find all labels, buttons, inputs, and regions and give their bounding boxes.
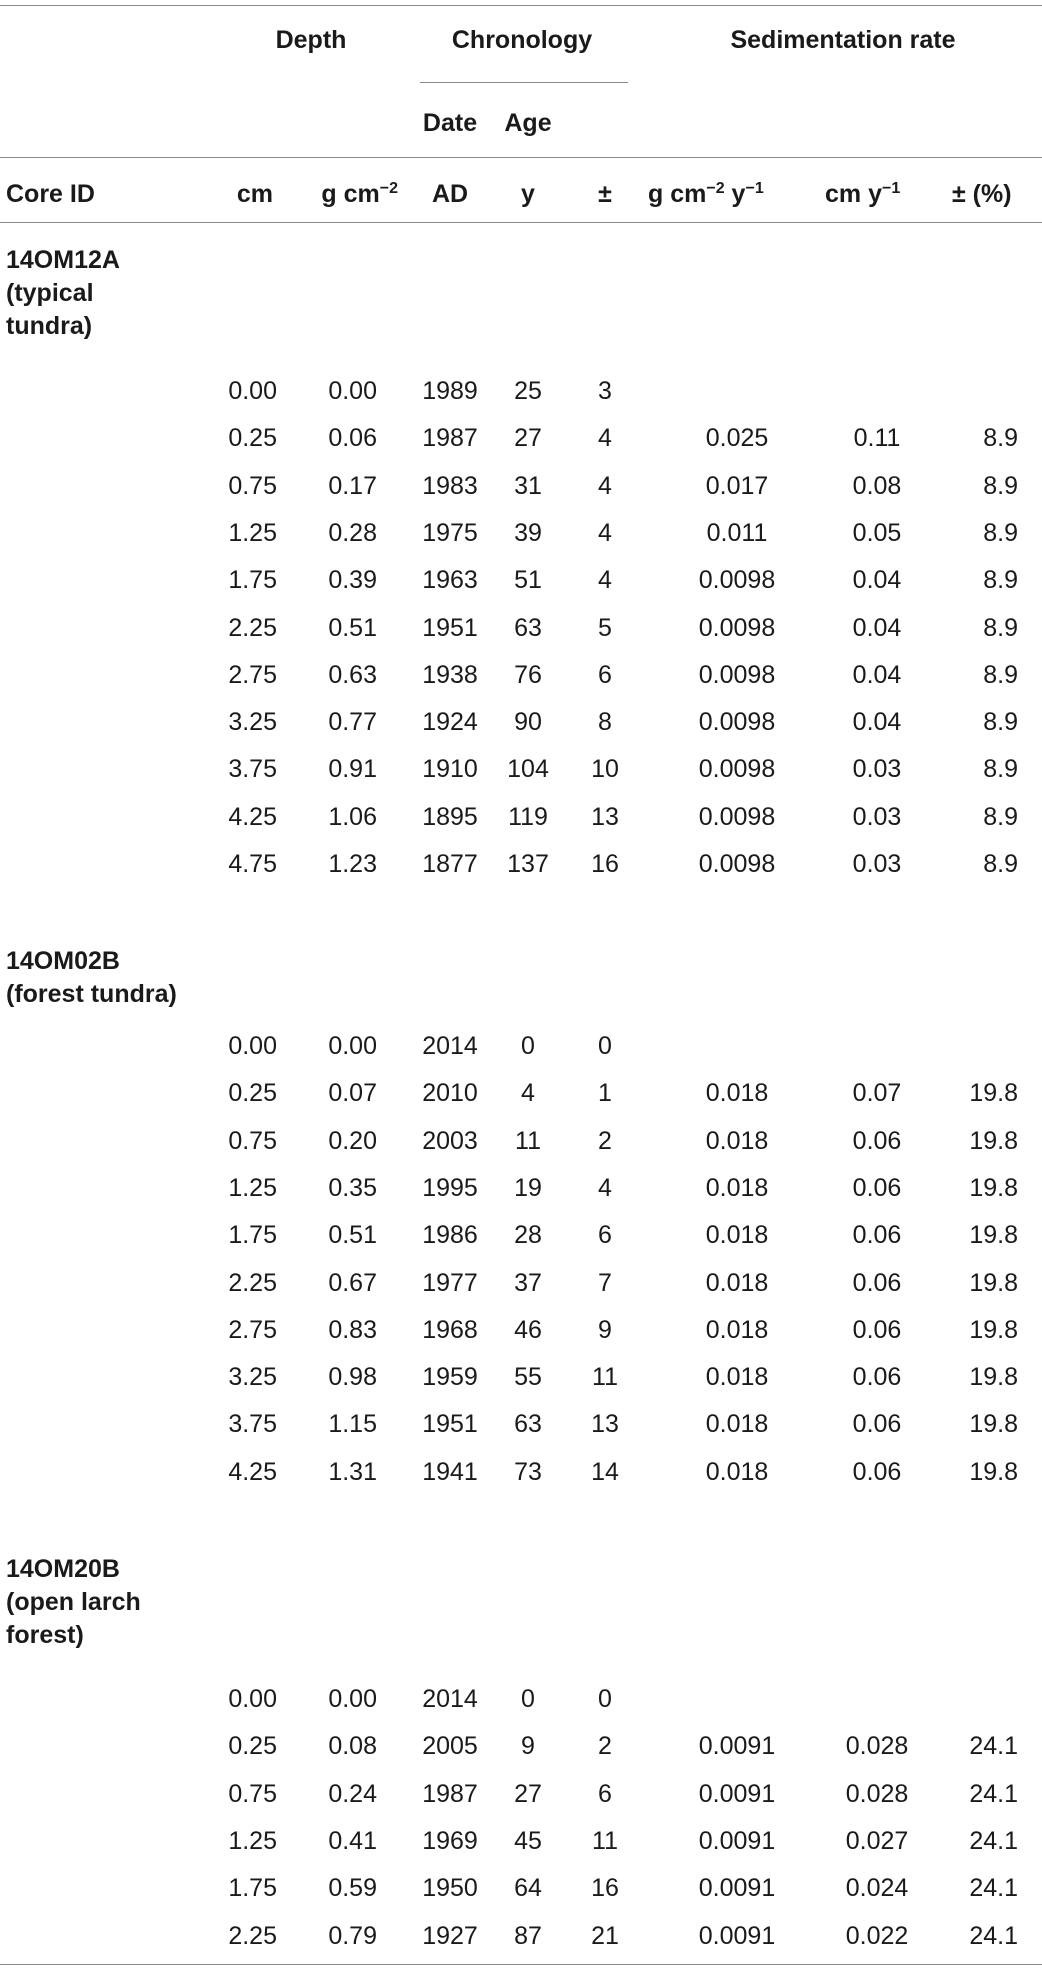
cell-age-y: 0	[521, 1685, 535, 1713]
cell-depth-cm: 3.25	[228, 1363, 277, 1391]
cell-rate-pct: 19.8	[969, 1127, 1018, 1155]
cell-depth-g: 0.39	[328, 566, 377, 594]
cell-depth-g: 0.06	[328, 424, 377, 452]
cell-age-pm: 3	[598, 377, 612, 405]
cell-age-y: 90	[514, 708, 542, 736]
cell-age-pm: 2	[598, 1127, 612, 1155]
cell-depth-cm: 1.25	[228, 1174, 277, 1202]
cell-age-y: 46	[514, 1316, 542, 1344]
cell-date-ad: 2010	[422, 1079, 478, 1107]
cell-date-ad: 1975	[422, 519, 478, 547]
cell-rate-pct: 19.8	[969, 1221, 1018, 1249]
cell-rate-cm: 0.06	[852, 1410, 902, 1438]
cell-depth-g: 0.63	[328, 661, 377, 689]
cell-date-ad: 1959	[422, 1363, 478, 1391]
cell-rate-pct: 8.9	[983, 803, 1018, 831]
cell-date-ad: 1924	[422, 708, 478, 736]
cell-rate-g: 0.018	[705, 1363, 769, 1391]
cell-depth-cm: 4.75	[228, 850, 277, 878]
cell-depth-g: 0.98	[328, 1363, 377, 1391]
cell-rate-cm: 0.028	[845, 1732, 909, 1760]
cell-age-y: 31	[514, 472, 542, 500]
cell-rate-cm: 0.04	[852, 614, 902, 642]
cell-depth-g: 0.17	[328, 472, 377, 500]
cell-depth-cm: 0.00	[228, 377, 277, 405]
cell-age-y: 104	[507, 755, 549, 783]
cell-rate-cm: 0.06	[852, 1174, 902, 1202]
cell-rate-pct: 24.1	[969, 1922, 1018, 1950]
header-depth: Depth	[275, 26, 347, 54]
cell-rate-g: 0.0091	[698, 1780, 776, 1808]
cell-rate-cm: 0.024	[845, 1874, 909, 1902]
cell-rate-cm: 0.04	[852, 708, 902, 736]
cell-rate-pct: 19.8	[969, 1079, 1018, 1107]
cell-rate-cm: 0.027	[845, 1827, 909, 1855]
cell-depth-cm: 1.25	[228, 519, 277, 547]
cell-age-pm: 8	[598, 708, 612, 736]
cell-depth-g: 1.15	[328, 1410, 377, 1438]
cell-rate-pct: 8.9	[983, 472, 1018, 500]
header-pm: ±	[598, 180, 612, 208]
cell-rate-cm: 0.06	[852, 1316, 902, 1344]
header-y: y	[521, 180, 535, 208]
cell-rate-cm: 0.03	[852, 803, 902, 831]
cell-depth-g: 0.91	[328, 755, 377, 783]
header-rate-pct: ± (%)	[952, 180, 1012, 208]
cell-rate-cm: 0.06	[852, 1127, 902, 1155]
cell-age-pm: 16	[591, 1874, 619, 1902]
cell-date-ad: 2014	[422, 1032, 478, 1060]
cell-age-pm: 21	[591, 1922, 619, 1950]
cell-date-ad: 1950	[422, 1874, 478, 1902]
cell-depth-cm: 0.75	[228, 472, 277, 500]
cell-date-ad: 1941	[422, 1458, 478, 1486]
cell-rate-pct: 8.9	[983, 850, 1018, 878]
cell-rate-pct: 8.9	[983, 424, 1018, 452]
cell-date-ad: 1951	[422, 614, 478, 642]
cell-depth-cm: 0.00	[228, 1032, 277, 1060]
cell-date-ad: 1963	[422, 566, 478, 594]
cell-age-y: 25	[514, 377, 542, 405]
cell-date-ad: 1977	[422, 1269, 478, 1297]
cell-depth-cm: 0.25	[228, 1732, 277, 1760]
cell-rate-g: 0.0091	[698, 1827, 776, 1855]
cell-date-ad: 1987	[422, 1780, 478, 1808]
cell-rate-g: 0.0098	[698, 661, 776, 689]
cell-rate-g: 0.018	[705, 1221, 769, 1249]
cell-depth-g: 0.20	[328, 1127, 377, 1155]
cell-date-ad: 1983	[422, 472, 478, 500]
cell-rate-cm: 0.022	[845, 1922, 909, 1950]
cell-age-pm: 10	[591, 755, 619, 783]
cell-age-y: 64	[514, 1874, 542, 1902]
cell-age-pm: 16	[591, 850, 619, 878]
cell-depth-g: 0.67	[328, 1269, 377, 1297]
cell-age-pm: 0	[598, 1032, 612, 1060]
cell-rate-pct: 24.1	[969, 1874, 1018, 1902]
header-date: Date	[422, 109, 478, 137]
cell-rate-g: 0.018	[705, 1127, 769, 1155]
cell-depth-cm: 2.75	[228, 1316, 277, 1344]
cell-age-y: 87	[514, 1922, 542, 1950]
header-sedimentation-rate: Sedimentation rate	[730, 26, 956, 54]
cell-rate-g: 0.0098	[698, 566, 776, 594]
cell-rate-g: 0.018	[705, 1410, 769, 1438]
cell-rate-cm: 0.06	[852, 1458, 902, 1486]
cell-age-y: 55	[514, 1363, 542, 1391]
cell-depth-cm: 1.75	[228, 1221, 277, 1249]
cell-age-y: 73	[514, 1458, 542, 1486]
cell-rate-pct: 8.9	[983, 755, 1018, 783]
cell-rate-g: 0.0091	[698, 1732, 776, 1760]
cell-depth-cm: 1.75	[228, 1874, 277, 1902]
cell-depth-cm: 1.75	[228, 566, 277, 594]
cell-age-y: 137	[507, 850, 549, 878]
cell-depth-g: 0.51	[328, 614, 377, 642]
cell-depth-g: 0.79	[328, 1922, 377, 1950]
cell-age-y: 63	[514, 1410, 542, 1438]
cell-date-ad: 1951	[422, 1410, 478, 1438]
cell-age-pm: 6	[598, 1221, 612, 1249]
cell-rate-pct: 24.1	[969, 1827, 1018, 1855]
cell-rate-cm: 0.028	[845, 1780, 909, 1808]
cell-rate-g: 0.0098	[698, 755, 776, 783]
cell-age-y: 9	[521, 1732, 535, 1760]
cell-depth-g: 0.00	[328, 1685, 377, 1713]
cell-depth-cm: 1.25	[228, 1827, 277, 1855]
core-id-label: 14OM20B (open larch forest)	[6, 1555, 141, 1649]
cell-rate-g: 0.0091	[698, 1874, 776, 1902]
header-depth-g: g $cm^{-2}$	[321, 180, 398, 208]
cell-depth-g: 0.83	[328, 1316, 377, 1344]
cell-age-y: 76	[514, 661, 542, 689]
cell-depth-g: 0.77	[328, 708, 377, 736]
cell-age-pm: 11	[592, 1827, 618, 1855]
cell-age-pm: 9	[598, 1316, 612, 1344]
cell-date-ad: 1987	[422, 424, 478, 452]
cell-date-ad: 2003	[422, 1127, 478, 1155]
header-rate-g: g $cm^{-2}$ $y^{-1}$	[648, 180, 764, 208]
cell-rate-cm: 0.06	[852, 1269, 902, 1297]
column-header-rule	[0, 222, 1042, 223]
cell-depth-cm: 0.75	[228, 1127, 277, 1155]
header-age: Age	[504, 109, 552, 137]
cell-rate-g: 0.0098	[698, 850, 776, 878]
cell-rate-g: 0.017	[705, 472, 769, 500]
cell-rate-g: 0.025	[705, 424, 769, 452]
cell-age-y: 119	[508, 803, 548, 831]
cell-date-ad: 1969	[422, 1827, 478, 1855]
cell-depth-cm: 2.25	[228, 614, 277, 642]
cell-depth-g: 0.24	[328, 1780, 377, 1808]
cell-date-ad: 2005	[422, 1732, 478, 1760]
cell-age-y: 39	[514, 519, 542, 547]
cell-age-pm: 11	[592, 1363, 618, 1391]
cell-age-pm: 4	[598, 472, 612, 500]
cell-age-pm: 14	[591, 1458, 619, 1486]
cell-age-pm: 4	[598, 566, 612, 594]
cell-depth-cm: 3.75	[228, 1410, 277, 1438]
cell-depth-g: 0.59	[328, 1874, 377, 1902]
cell-date-ad: 1968	[422, 1316, 478, 1344]
top-rule	[0, 5, 1042, 6]
cell-age-pm: 6	[598, 1780, 612, 1808]
cell-rate-pct: 24.1	[969, 1780, 1018, 1808]
cell-depth-g: 1.06	[328, 803, 377, 831]
cell-age-pm: 6	[598, 661, 612, 689]
cell-date-ad: 1938	[422, 661, 478, 689]
cell-rate-g: 0.018	[705, 1316, 769, 1344]
cell-date-ad: 1895	[422, 803, 478, 831]
cell-depth-g: 0.41	[328, 1827, 377, 1855]
cell-rate-cm: 0.03	[852, 850, 902, 878]
cell-age-pm: 0	[598, 1685, 612, 1713]
cell-age-y: 45	[514, 1827, 542, 1855]
header-rate-cm: cm $y^{-1}$	[825, 180, 901, 208]
cell-date-ad: 2014	[422, 1685, 478, 1713]
cell-age-pm: 5	[598, 614, 612, 642]
cell-depth-g: 0.28	[328, 519, 377, 547]
cell-rate-cm: 0.11	[853, 424, 901, 452]
cell-rate-pct: 8.9	[983, 566, 1018, 594]
header-chronology: Chronology	[451, 26, 593, 54]
cell-age-y: 19	[514, 1174, 542, 1202]
bottom-rule	[0, 1964, 1042, 1965]
cell-rate-pct: 19.8	[969, 1458, 1018, 1486]
cell-date-ad: 1995	[422, 1174, 478, 1202]
cell-age-pm: 4	[598, 519, 612, 547]
cell-depth-g: 0.07	[328, 1079, 377, 1107]
cell-rate-pct: 19.8	[969, 1316, 1018, 1344]
cell-age-pm: 2	[598, 1732, 612, 1760]
cell-depth-g: 0.35	[328, 1174, 377, 1202]
cell-rate-pct: 19.8	[969, 1410, 1018, 1438]
cell-age-y: 37	[514, 1269, 542, 1297]
cell-age-pm: 7	[598, 1269, 612, 1297]
cell-depth-cm: 0.00	[228, 1685, 277, 1713]
cell-date-ad: 1910	[422, 755, 478, 783]
cell-depth-cm: 4.25	[228, 803, 277, 831]
cell-rate-pct: 19.8	[969, 1269, 1018, 1297]
cell-age-pm: 13	[591, 1410, 619, 1438]
chronology-rule	[420, 82, 628, 83]
cell-age-y: 51	[514, 566, 542, 594]
header-ad: AD	[431, 180, 469, 208]
header-depth-cm: cm	[236, 180, 273, 208]
core-id-label: 14OM02B (forest tundra)	[6, 947, 177, 1008]
cell-rate-g: 0.018	[705, 1174, 769, 1202]
cell-rate-g: 0.0091	[698, 1922, 776, 1950]
cell-rate-g: 0.0098	[698, 614, 776, 642]
cell-rate-cm: 0.07	[852, 1079, 902, 1107]
header-core-id: Core ID	[6, 180, 95, 208]
cell-age-pm: 4	[598, 1174, 612, 1202]
cell-depth-g: 0.51	[328, 1221, 377, 1249]
cell-depth-g: 1.31	[328, 1458, 377, 1486]
cell-age-pm: 4	[598, 424, 612, 452]
cell-age-y: 28	[514, 1221, 542, 1249]
cell-rate-cm: 0.04	[852, 566, 902, 594]
cell-age-y: 4	[521, 1079, 535, 1107]
cell-rate-cm: 0.08	[852, 472, 902, 500]
header-rule	[0, 157, 1042, 158]
cell-rate-pct: 19.8	[969, 1174, 1018, 1202]
cell-date-ad: 1877	[422, 850, 478, 878]
cell-rate-g: 0.018	[705, 1458, 769, 1486]
cell-depth-cm: 3.25	[228, 708, 277, 736]
cell-depth-cm: 4.25	[228, 1458, 277, 1486]
cell-date-ad: 1927	[422, 1922, 478, 1950]
cell-depth-cm: 3.75	[228, 755, 277, 783]
cell-depth-g: 1.23	[328, 850, 377, 878]
cell-depth-g: 0.00	[328, 1032, 377, 1060]
cell-depth-cm: 2.75	[228, 661, 277, 689]
cell-rate-cm: 0.03	[852, 755, 902, 783]
cell-rate-cm: 0.04	[852, 661, 902, 689]
cell-age-pm: 13	[591, 803, 619, 831]
cell-depth-cm: 2.25	[228, 1922, 277, 1950]
cell-age-y: 0	[521, 1032, 535, 1060]
cell-rate-pct: 19.8	[969, 1363, 1018, 1391]
cell-rate-pct: 8.9	[983, 661, 1018, 689]
core-id-label: 14OM12A (typical tundra)	[6, 246, 120, 340]
cell-rate-g: 0.018	[705, 1269, 769, 1297]
cell-rate-pct: 8.9	[983, 708, 1018, 736]
cell-rate-pct: 8.9	[983, 614, 1018, 642]
cell-date-ad: 1986	[422, 1221, 478, 1249]
cell-rate-cm: 0.05	[852, 519, 902, 547]
cell-age-pm: 1	[598, 1079, 612, 1107]
cell-rate-pct: 8.9	[983, 519, 1018, 547]
cell-date-ad: 1989	[422, 377, 478, 405]
cell-depth-cm: 0.75	[228, 1780, 277, 1808]
cell-rate-cm: 0.06	[852, 1221, 902, 1249]
cell-depth-cm: 0.25	[228, 1079, 277, 1107]
cell-depth-cm: 0.25	[228, 424, 277, 452]
cell-rate-pct: 24.1	[969, 1732, 1018, 1760]
cell-age-y: 27	[514, 424, 542, 452]
cell-depth-g: 0.00	[328, 377, 377, 405]
cell-rate-g: 0.0098	[698, 803, 776, 831]
cell-rate-g: 0.011	[706, 519, 768, 547]
cell-rate-cm: 0.06	[852, 1363, 902, 1391]
cell-rate-g: 0.0098	[698, 708, 776, 736]
cell-depth-cm: 2.25	[228, 1269, 277, 1297]
cell-depth-g: 0.08	[328, 1732, 377, 1760]
cell-age-y: 27	[514, 1780, 542, 1808]
cell-rate-g: 0.018	[705, 1079, 769, 1107]
cell-age-y: 11	[515, 1127, 541, 1155]
cell-age-y: 63	[514, 614, 542, 642]
